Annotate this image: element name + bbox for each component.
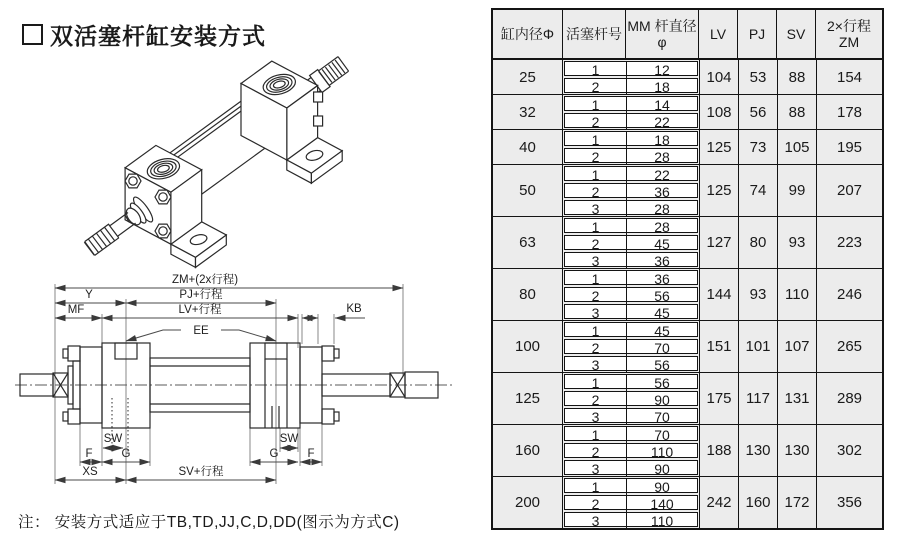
- footnote: 注： 安装方式适应于TB,TD,JJ,C,D,DD(图示为方式C): [18, 514, 400, 531]
- pj-cell: 101: [738, 321, 777, 372]
- table-group: [493, 60, 882, 94]
- rod-row: [564, 495, 698, 510]
- lv-cell: 108: [699, 95, 738, 129]
- rod-cell: 2: [565, 444, 627, 460]
- rod-cell: 28: [654, 149, 670, 165]
- rod-row: [564, 478, 698, 493]
- zm-cell: 195: [816, 130, 882, 164]
- rod-cell: 1: [565, 97, 627, 113]
- rod-row: [564, 374, 698, 389]
- dim-label-zm: ZM+(2x行程): [171, 274, 239, 286]
- rod-cell: 3: [565, 201, 627, 217]
- dim-label-sw-right: SW: [279, 433, 299, 445]
- rod-row: [564, 270, 698, 285]
- zm-cell: 223: [816, 217, 882, 268]
- rod-cell: 90: [654, 392, 670, 408]
- rod-row: [564, 78, 698, 93]
- rod-cell: 3: [565, 513, 627, 529]
- rod-cell: 1: [565, 323, 627, 339]
- rod-cell: 1: [565, 132, 627, 148]
- bore-cell: 50: [493, 165, 563, 216]
- rod-cell: 3: [565, 461, 627, 477]
- pj-cell: 56: [738, 95, 777, 129]
- rod-cell: 70: [654, 340, 670, 356]
- sv-cell: 88: [777, 95, 816, 129]
- dim-label-kb: KB: [346, 303, 362, 315]
- rod-cell: 18: [654, 79, 670, 95]
- rod-cell: 18: [654, 132, 670, 148]
- lv-cell: 127: [699, 217, 738, 268]
- rod-cell: 22: [654, 167, 670, 183]
- rod-row: [564, 218, 698, 233]
- table-group: [493, 268, 882, 320]
- sv-cell: 88: [777, 60, 816, 94]
- header-bore: 缸内径Φ: [493, 10, 563, 58]
- zm-cell: 289: [816, 373, 882, 424]
- header-zm: 2×行程 ZM: [827, 18, 871, 50]
- rod-row: [564, 183, 698, 198]
- dim-label-y: Y: [85, 289, 93, 301]
- zm-cell: 302: [816, 425, 882, 476]
- bore-cell: 200: [493, 477, 563, 528]
- header-rod-dia: MM 杆直径 φ: [626, 10, 699, 58]
- table-group: [493, 476, 882, 528]
- zm-cell: 154: [816, 60, 882, 94]
- rod-cell: 3: [565, 253, 627, 269]
- bore-cell: 63: [493, 217, 563, 268]
- page-title: 双活塞杆缸安装方式: [50, 23, 266, 49]
- tie-rod-nub: [314, 116, 323, 126]
- rod-row: [564, 408, 698, 423]
- lv-cell: 125: [699, 165, 738, 216]
- dimension-diagram: [5, 248, 460, 495]
- lv-cell: 188: [699, 425, 738, 476]
- zm-cell: 178: [816, 95, 882, 129]
- square-bullet-icon: [22, 24, 43, 45]
- zm-cell: 356: [816, 477, 882, 528]
- pj-cell: 130: [738, 425, 777, 476]
- bore-cell: 40: [493, 130, 563, 164]
- rod-cell: 90: [654, 461, 670, 477]
- rod-cell: 2: [565, 340, 627, 356]
- rod-row: [564, 113, 698, 128]
- table-group: [493, 424, 882, 476]
- dim-label-pj: PJ+行程: [179, 289, 223, 301]
- rod-cell: 22: [654, 114, 670, 130]
- rod-cell: 36: [654, 271, 670, 287]
- rod-cell: 45: [654, 236, 670, 252]
- rod-row: [564, 235, 698, 250]
- rod-cell: 56: [654, 375, 670, 391]
- rod-row: [564, 200, 698, 215]
- lv-cell: 151: [699, 321, 738, 372]
- rod-cell: 14: [654, 97, 670, 113]
- rod-row: [564, 460, 698, 475]
- header-sv: SV: [777, 10, 816, 58]
- rod-row: [564, 61, 698, 76]
- sv-cell: 130: [777, 425, 816, 476]
- pj-cell: 73: [738, 130, 777, 164]
- zm-cell: 207: [816, 165, 882, 216]
- rod-cell: 1: [565, 427, 627, 443]
- lv-cell: 125: [699, 130, 738, 164]
- bore-cell: 25: [493, 60, 563, 94]
- cylinder-section-view: [15, 343, 452, 452]
- rod-cell: 1: [565, 375, 627, 391]
- rod-row: [564, 322, 698, 337]
- rod-cell: 45: [654, 305, 670, 321]
- dim-label-g-right: G: [269, 448, 279, 460]
- dim-label-f-right: F: [307, 448, 315, 460]
- rod-cell: 90: [654, 479, 670, 495]
- sv-cell: 93: [777, 217, 816, 268]
- rod-row: [564, 96, 698, 111]
- rod-cell: 3: [565, 357, 627, 373]
- rod-cell: 36: [654, 184, 670, 200]
- table-group: [493, 216, 882, 268]
- table-group: [493, 164, 882, 216]
- rod-cell: 140: [650, 496, 674, 512]
- spec-table: [491, 8, 884, 530]
- header-pj: PJ: [738, 10, 777, 58]
- sv-cell: 99: [777, 165, 816, 216]
- rod-cell: 2: [565, 236, 627, 252]
- header-lv: LV: [699, 10, 738, 58]
- zm-cell: 265: [816, 321, 882, 372]
- rod-cell: 70: [654, 427, 670, 443]
- pj-cell: 160: [738, 477, 777, 528]
- tie-rod-nub: [314, 92, 323, 102]
- bore-cell: 80: [493, 269, 563, 320]
- dim-label-f-left: F: [85, 448, 93, 460]
- dim-label-sv: SV+行程: [178, 466, 224, 478]
- header-rod-no: 活塞杆号: [563, 10, 626, 58]
- rod-row: [564, 287, 698, 302]
- sv-cell: 172: [777, 477, 816, 528]
- lv-cell: 175: [699, 373, 738, 424]
- rod-cell: 2: [565, 496, 627, 512]
- dim-label-g-left: G: [121, 448, 131, 460]
- dim-label-ee: EE: [193, 325, 209, 337]
- rod-cell: 1: [565, 219, 627, 235]
- isometric-cylinder-drawing: [0, 44, 470, 269]
- lv-cell: 104: [699, 60, 738, 94]
- rod-cell: 2: [565, 392, 627, 408]
- rod-cell: 45: [654, 323, 670, 339]
- dim-label-mf: MF: [67, 304, 85, 316]
- rod-cell: 70: [654, 409, 670, 425]
- rod-cell: 2: [565, 79, 627, 95]
- bore-cell: 32: [493, 95, 563, 129]
- lv-cell: 242: [699, 477, 738, 528]
- rod-cell: 56: [654, 288, 670, 304]
- rod-cell: 1: [565, 271, 627, 287]
- table-group: [493, 129, 882, 164]
- dim-label-xs: XS: [82, 466, 98, 478]
- right-cap: [250, 343, 300, 428]
- table-group: [493, 94, 882, 129]
- table-group: [493, 372, 882, 424]
- rod-cell: 2: [565, 288, 627, 304]
- rod-row: [564, 391, 698, 406]
- lv-cell: 144: [699, 269, 738, 320]
- rod-row: [564, 166, 698, 181]
- bore-cell: 100: [493, 321, 563, 372]
- left-cap-block: [125, 145, 202, 244]
- rod-cell: 1: [565, 479, 627, 495]
- sv-cell: 105: [777, 130, 816, 164]
- dim-label-sw-left: SW: [103, 433, 123, 445]
- rod-cell: 36: [654, 253, 670, 269]
- rod-cell: 1: [565, 62, 627, 78]
- rod-row: [564, 304, 698, 319]
- dim-label-lv: LV+行程: [178, 304, 222, 316]
- rod-row: [564, 252, 698, 267]
- rod-cell: 2: [565, 149, 627, 165]
- rod-cell: 2: [565, 114, 627, 130]
- rod-row: [564, 443, 698, 458]
- rod-cell: 12: [654, 62, 670, 78]
- rod-cell: 28: [654, 219, 670, 235]
- zm-cell: 246: [816, 269, 882, 320]
- pj-cell: 93: [738, 269, 777, 320]
- rod-cell: 3: [565, 305, 627, 321]
- sv-cell: 107: [777, 321, 816, 372]
- bore-cell: 125: [493, 373, 563, 424]
- table-body: [493, 60, 882, 528]
- rod-row: [564, 512, 698, 527]
- rod-cell: 2: [565, 184, 627, 200]
- rod-cell: 1: [565, 167, 627, 183]
- pj-cell: 80: [738, 217, 777, 268]
- rod-row: [564, 131, 698, 146]
- rod-cell: 56: [654, 357, 670, 373]
- sv-cell: 110: [777, 269, 816, 320]
- rod-row: [564, 356, 698, 371]
- pj-cell: 74: [738, 165, 777, 216]
- sv-cell: 131: [777, 373, 816, 424]
- rod-cell: 28: [654, 201, 670, 217]
- table-header: [493, 10, 882, 60]
- dimensions: [55, 272, 403, 480]
- pj-cell: 53: [738, 60, 777, 94]
- rod-row: [564, 426, 698, 441]
- table-group: [493, 320, 882, 372]
- rod-row: [564, 148, 698, 163]
- rod-row: [564, 339, 698, 354]
- rod-cell: 110: [650, 444, 674, 460]
- bore-cell: 160: [493, 425, 563, 476]
- pj-cell: 117: [738, 373, 777, 424]
- rod-cell: 110: [650, 513, 674, 529]
- rod-cell: 3: [565, 409, 627, 425]
